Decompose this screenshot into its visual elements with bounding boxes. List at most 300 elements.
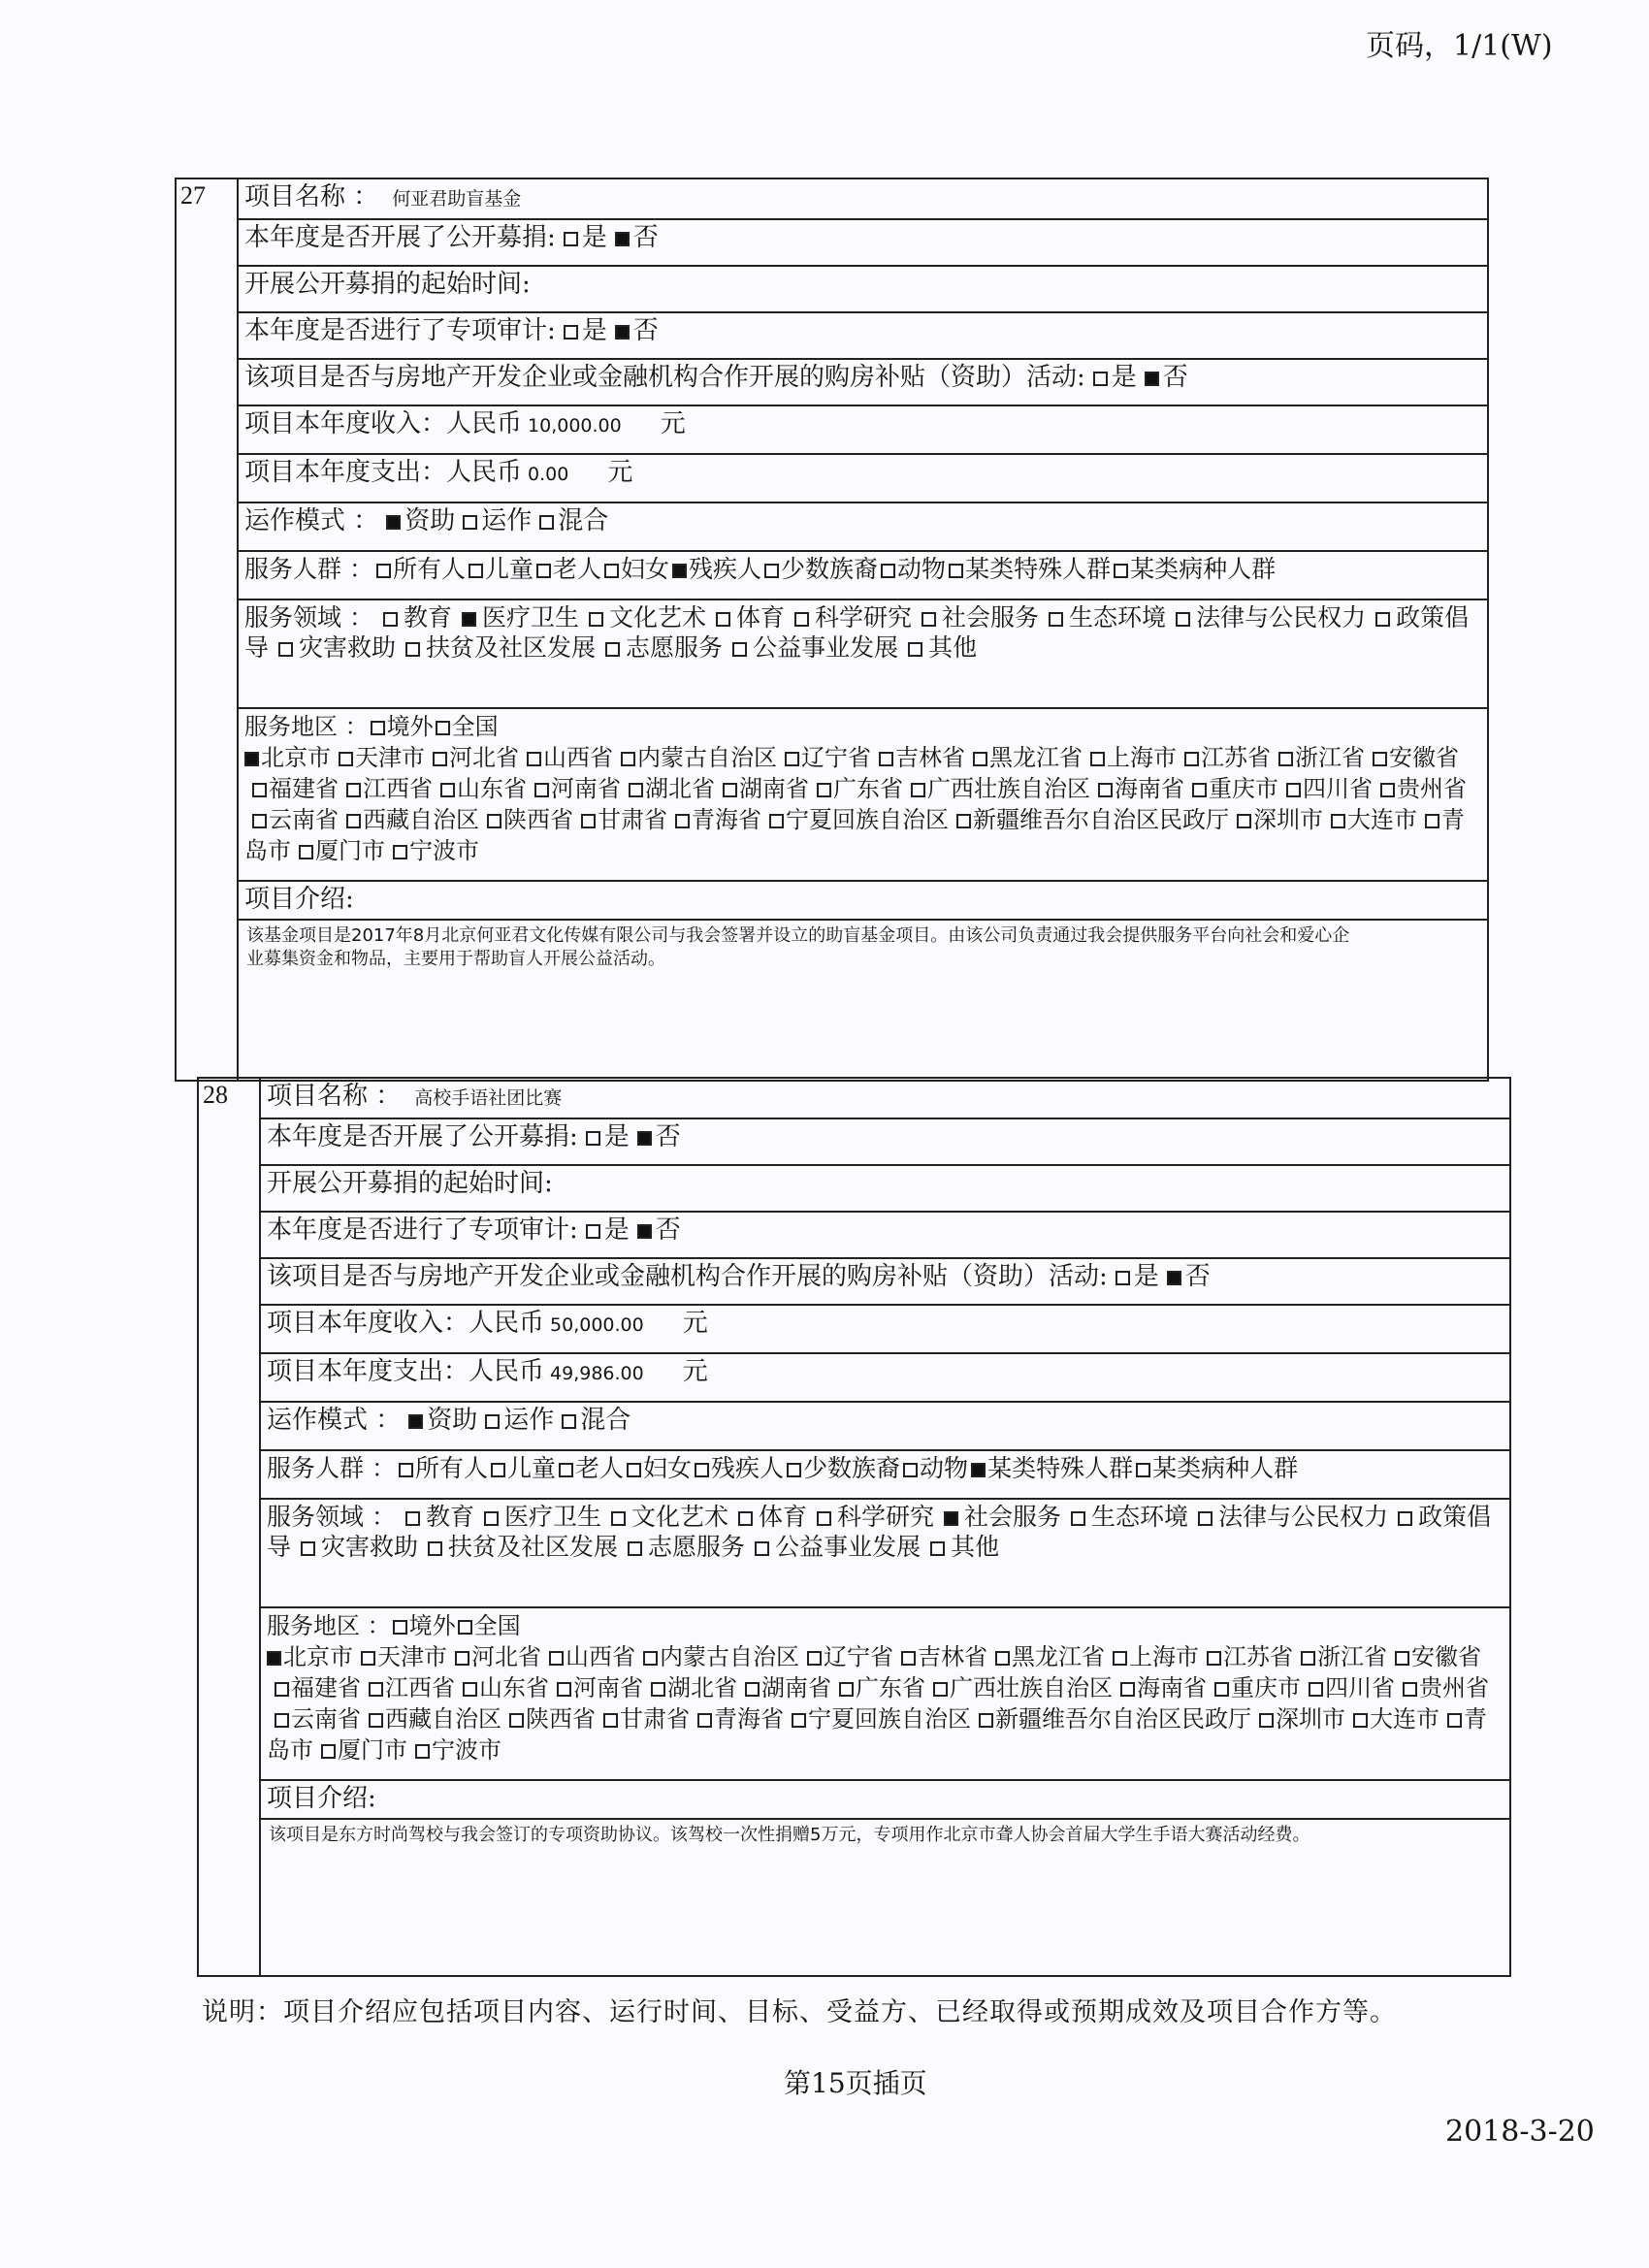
- service-region-scope-option: 全国: [451, 713, 499, 740]
- service-region-checkbox[interactable]: [697, 1713, 712, 1728]
- service-field-checkbox[interactable]: [794, 612, 809, 627]
- service-region-checkbox[interactable]: [1098, 783, 1113, 797]
- yes-checkbox[interactable]: [586, 1131, 600, 1146]
- start-time-label: 开展公开募捐的起始时间:: [267, 1169, 553, 1198]
- service-region-checkbox[interactable]: [1113, 1651, 1127, 1666]
- service-region-option: 湖北省: [667, 1674, 737, 1701]
- row-number-column: [199, 1079, 261, 1975]
- service-region-checkbox[interactable]: [557, 1682, 571, 1697]
- special-audit-label: 本年度是否进行了专项审计:: [267, 1215, 578, 1245]
- service-regions-row: [261, 1608, 1509, 1781]
- service-region-checkbox[interactable]: [1286, 783, 1301, 797]
- public-fundraising-label: 本年度是否开展了公开募捐:: [267, 1122, 578, 1151]
- no-option-label: 否: [1162, 363, 1188, 392]
- service-region-option: 重庆市: [1209, 775, 1278, 802]
- intro-text-row: 该项目是东方时尚驾校与我会签订的专项资助协议。该驾校一次性捐赠5万元，专项用作北京市聋人协会首届大学生手语大赛活动经费。: [269, 1825, 1310, 1845]
- service-field-option: 其他: [928, 633, 978, 662]
- service-field-checkbox[interactable]: [589, 612, 603, 627]
- service-region-checkbox[interactable]: [1380, 783, 1395, 797]
- service-fields-row: [261, 1500, 1509, 1608]
- service-region-checkbox[interactable]: [643, 1651, 658, 1666]
- service-field-option: 公益事业发展: [775, 1533, 922, 1561]
- service-region-scope-option: 全国: [473, 1612, 521, 1639]
- service-region-checkbox[interactable]: [455, 1651, 469, 1666]
- yes-checkbox[interactable]: [564, 325, 578, 340]
- service-region-option: 河北省: [449, 744, 519, 771]
- service-region-checkbox[interactable]: [1120, 1682, 1135, 1697]
- no-option-label: 否: [1184, 1262, 1211, 1291]
- service-region-checkbox[interactable]: [817, 783, 831, 797]
- yes-option-label: 是: [1133, 1262, 1159, 1291]
- service-field-option: 志愿服务: [648, 1533, 746, 1561]
- service-field-checkbox[interactable]: [405, 1511, 420, 1526]
- service-region-option: 天津市: [355, 744, 425, 771]
- special-audit-row: [239, 313, 1487, 360]
- operation-mode-checkbox[interactable]: [386, 515, 401, 530]
- service-region-option: 江西省: [363, 775, 433, 802]
- form-note: 说明：项目介绍应包括项目内容、运行时间、目标、受益方、已经取得或预期成效及项目合作方等。: [202, 1997, 1397, 2027]
- service-field-checkbox[interactable]: [1049, 612, 1063, 627]
- special-audit-row: [261, 1213, 1509, 1259]
- service-region-option: 云南省: [291, 1705, 361, 1733]
- service-region-option: 浙江省: [1295, 744, 1365, 771]
- service-region-checkbox[interactable]: [621, 752, 635, 766]
- service-region-checkbox[interactable]: [1214, 1682, 1229, 1697]
- service-region-option: 西藏自治区: [363, 806, 479, 833]
- service-region-option: 福建省: [291, 1674, 361, 1701]
- operation-mode-option: 混合: [580, 1406, 631, 1435]
- service-region-checkbox[interactable]: [244, 752, 259, 766]
- service-region-checkbox[interactable]: [1301, 1651, 1315, 1666]
- project-number: 27: [180, 181, 206, 210]
- service-region-scope-option: 境外: [408, 1612, 456, 1639]
- service-region-checkbox[interactable]: [534, 783, 549, 797]
- service-region-checkbox[interactable]: [436, 721, 450, 735]
- service-region-option: 四川省: [1325, 1674, 1395, 1701]
- service-region-option: 北京市: [283, 1643, 353, 1670]
- service-group-option: 所有人: [392, 555, 466, 583]
- service-region-checkbox[interactable]: [267, 1651, 281, 1666]
- service-region-checkbox[interactable]: [1192, 783, 1207, 797]
- service-region-checkbox[interactable]: [839, 1682, 854, 1697]
- service-region-option: 青海省: [714, 1705, 784, 1733]
- yuan-unit: 元: [607, 458, 633, 487]
- operation-mode-checkbox[interactable]: [408, 1414, 423, 1429]
- service-region-option: 江西省: [385, 1674, 455, 1701]
- service-region-option: 甘肃省: [620, 1705, 690, 1733]
- service-region-option: 宁夏回族自治区: [808, 1705, 971, 1733]
- service-region-option: 甘肃省: [598, 806, 667, 833]
- service-region-checkbox[interactable]: [549, 1651, 564, 1666]
- yuan-unit: 元: [682, 1357, 708, 1386]
- project-name-row: [239, 179, 1487, 220]
- service-group-checkbox[interactable]: [787, 1463, 801, 1477]
- operation-mode-checkbox[interactable]: [562, 1414, 576, 1429]
- operation-mode-checkbox[interactable]: [463, 515, 477, 530]
- expense-value: 49,986.00: [550, 1363, 644, 1384]
- service-field-checkbox[interactable]: [1198, 1511, 1212, 1526]
- no-checkbox[interactable]: [615, 232, 630, 246]
- operation-mode-option: 混合: [558, 506, 609, 535]
- service-region-scope-option: 境外: [386, 713, 434, 740]
- service-field-checkbox[interactable]: [944, 1511, 958, 1526]
- service-region-option: 广东省: [833, 775, 903, 802]
- service-group-checkbox[interactable]: [971, 1463, 986, 1477]
- service-region-checkbox[interactable]: [769, 814, 784, 828]
- service-field-checkbox[interactable]: [930, 1541, 945, 1556]
- project-number: 28: [203, 1081, 228, 1109]
- service-field-checkbox[interactable]: [908, 642, 922, 657]
- operation-mode-option: 运作: [481, 506, 533, 535]
- operation-mode-row: [239, 503, 1487, 552]
- service-field-option: 灾害救助: [321, 1533, 419, 1561]
- service-group-option: 残疾人: [689, 555, 762, 583]
- yuan-unit: 元: [682, 1309, 708, 1338]
- service-region-option: 青岛市: [244, 806, 1465, 864]
- service-region-checkbox[interactable]: [415, 1744, 430, 1759]
- service-region-checkbox[interactable]: [1395, 1651, 1409, 1666]
- service-region-checkbox[interactable]: [509, 1713, 524, 1728]
- service-region-option: 山东省: [457, 775, 527, 802]
- housing-subsidy-row: [261, 1259, 1509, 1306]
- service-field-checkbox[interactable]: [1375, 612, 1390, 627]
- no-checkbox[interactable]: [637, 1131, 652, 1146]
- service-region-checkbox[interactable]: [1425, 814, 1439, 828]
- service-region-option: 黑龙江省: [1012, 1643, 1105, 1670]
- service-region-checkbox[interactable]: [807, 1651, 822, 1666]
- no-option-label: 否: [632, 316, 659, 345]
- service-group-checkbox[interactable]: [881, 564, 895, 578]
- service-fields-row: [239, 600, 1487, 709]
- service-region-option: 大连市: [1370, 1705, 1439, 1733]
- service-region-checkbox[interactable]: [723, 783, 737, 797]
- start-time-label: 开展公开募捐的起始时间:: [244, 270, 531, 299]
- service-region-checkbox[interactable]: [321, 1744, 336, 1759]
- public-fundraising-row: [261, 1119, 1509, 1166]
- service-region-checkbox[interactable]: [369, 1713, 383, 1728]
- service-region-option: 山西省: [543, 744, 613, 771]
- service-field-checkbox[interactable]: [716, 612, 730, 627]
- service-region-checkbox[interactable]: [1403, 1682, 1417, 1697]
- service-field-checkbox[interactable]: [1071, 1511, 1085, 1526]
- service-region-option: 湖南省: [739, 775, 809, 802]
- service-group-option: 某类病种人群: [1152, 1454, 1299, 1482]
- service-region-checkbox[interactable]: [675, 814, 690, 828]
- project-name-label: 项目名称 ：: [267, 1082, 402, 1111]
- service-field-option: 医疗卫生: [481, 603, 579, 632]
- service-region-checkbox[interactable]: [785, 752, 799, 766]
- service-field-option: 灾害救助: [299, 633, 397, 662]
- yes-option-label: 是: [603, 1122, 630, 1151]
- service-field-option: 文化艺术: [608, 603, 706, 632]
- expense-row: [239, 455, 1487, 503]
- footer-date: 2018-3-20: [1445, 2115, 1595, 2149]
- service-group-checkbox[interactable]: [764, 564, 779, 578]
- service-field-checkbox[interactable]: [405, 642, 420, 657]
- service-field-checkbox[interactable]: [383, 612, 398, 627]
- service-region-option: 安徽省: [1411, 1643, 1481, 1670]
- service-region-option: 宁夏回族自治区: [786, 806, 949, 833]
- service-regions-row: [239, 709, 1487, 882]
- service-region-option: 青海省: [692, 806, 761, 833]
- service-group-checkbox[interactable]: [536, 564, 551, 578]
- housing-subsidy-label: 该项目是否与房地产开发企业或金融机构合作开展的购房补贴（资助）活动:: [267, 1262, 1108, 1291]
- service-group-option: 动物: [897, 555, 947, 583]
- service-region-option: 浙江省: [1317, 1643, 1387, 1670]
- service-group-option: 儿童: [506, 1454, 556, 1482]
- service-region-option: 上海市: [1129, 1643, 1199, 1670]
- service-region-checkbox[interactable]: [629, 783, 643, 797]
- service-region-checkbox[interactable]: [393, 845, 407, 859]
- service-region-option: 福建省: [269, 775, 339, 802]
- special-audit-label: 本年度是否进行了专项审计:: [244, 316, 556, 345]
- service-region-option: 重庆市: [1231, 1674, 1301, 1701]
- service-field-checkbox[interactable]: [1176, 612, 1190, 627]
- operation-mode-label: 运作模式 ：: [267, 1406, 402, 1435]
- service-region-checkbox[interactable]: [299, 845, 313, 859]
- service-field-option: 政策倡导: [267, 1503, 1492, 1561]
- operation-mode-option: 资助: [404, 506, 456, 535]
- no-option-label: 否: [655, 1122, 681, 1151]
- service-region-checkbox[interactable]: [1331, 814, 1345, 828]
- service-region-option: 北京市: [261, 744, 331, 771]
- service-region-option: 贵州省: [1419, 1674, 1489, 1701]
- service-region-option: 辽宁省: [801, 744, 871, 771]
- service-region-checkbox[interactable]: [440, 783, 455, 797]
- service-region-checkbox[interactable]: [651, 1682, 665, 1697]
- service-region-option: 西藏自治区: [385, 1705, 501, 1733]
- service-region-option: 广东省: [856, 1674, 925, 1701]
- income-label: 项目本年度收入：人民币: [267, 1309, 545, 1338]
- service-group-option: 残疾人: [711, 1454, 785, 1482]
- service-group-checkbox[interactable]: [399, 1463, 413, 1477]
- service-region-checkbox[interactable]: [369, 1682, 383, 1697]
- service-region-checkbox[interactable]: [995, 1651, 1010, 1666]
- service-groups-row: [239, 552, 1487, 600]
- housing-subsidy-label: 该项目是否与房地产开发企业或金融机构合作开展的购房补贴（资助）活动:: [244, 363, 1085, 392]
- service-region-checkbox[interactable]: [979, 1713, 993, 1728]
- service-field-option: 社会服务: [964, 1503, 1062, 1531]
- service-region-checkbox[interactable]: [1207, 1651, 1221, 1666]
- service-region-option: 新疆维吾尔自治区民政厅: [995, 1705, 1251, 1733]
- service-fields-label: 服务领域 ：: [244, 603, 373, 632]
- service-region-checkbox[interactable]: [745, 1682, 760, 1697]
- service-region-checkbox[interactable]: [1090, 752, 1105, 766]
- expense-label: 项目本年度支出：人民币: [267, 1357, 545, 1386]
- service-region-option: 天津市: [377, 1643, 447, 1670]
- service-fields-label: 服务领域 ：: [267, 1503, 396, 1531]
- service-field-checkbox[interactable]: [738, 1511, 753, 1526]
- service-region-checkbox[interactable]: [879, 752, 893, 766]
- service-group-checkbox[interactable]: [376, 564, 391, 578]
- service-group-option: 儿童: [484, 555, 534, 583]
- service-region-checkbox[interactable]: [275, 1713, 289, 1728]
- project-name-label: 项目名称 ：: [244, 182, 379, 211]
- service-group-checkbox[interactable]: [469, 564, 483, 578]
- service-region-checkbox[interactable]: [1447, 1713, 1462, 1728]
- service-field-option: 扶贫及社区发展: [448, 1533, 619, 1561]
- service-group-option: 某类特殊人群: [965, 555, 1112, 583]
- service-region-option: 河北省: [471, 1643, 541, 1670]
- service-region-checkbox[interactable]: [1373, 752, 1387, 766]
- service-region-checkbox[interactable]: [487, 814, 501, 828]
- service-field-option: 法律与公民权力: [1196, 603, 1367, 632]
- service-region-option: 上海市: [1107, 744, 1177, 771]
- service-field-option: 体育: [736, 603, 786, 632]
- service-field-checkbox[interactable]: [605, 642, 620, 657]
- income-value: 50,000.00: [550, 1314, 644, 1336]
- no-checkbox[interactable]: [637, 1224, 652, 1239]
- service-region-checkbox[interactable]: [1353, 1713, 1368, 1728]
- service-region-checkbox[interactable]: [933, 1682, 948, 1697]
- yes-checkbox[interactable]: [1093, 372, 1108, 386]
- service-region-option: 广西壮族自治区: [950, 1674, 1113, 1701]
- no-checkbox[interactable]: [1145, 372, 1159, 386]
- service-field-checkbox[interactable]: [1398, 1511, 1412, 1526]
- service-region-checkbox[interactable]: [1237, 814, 1251, 828]
- service-field-checkbox[interactable]: [462, 612, 476, 627]
- service-field-checkbox[interactable]: [484, 1511, 499, 1526]
- service-region-option: 大连市: [1347, 806, 1417, 833]
- service-field-option: 文化艺术: [630, 1503, 728, 1531]
- service-region-checkbox[interactable]: [346, 783, 361, 797]
- service-field-option: 政策倡导: [244, 603, 1470, 662]
- service-region-option: 厦门市: [338, 1736, 407, 1764]
- yes-checkbox[interactable]: [586, 1224, 600, 1239]
- yes-checkbox[interactable]: [564, 232, 578, 246]
- no-checkbox[interactable]: [615, 325, 630, 340]
- service-region-checkbox[interactable]: [463, 1682, 477, 1697]
- service-region-checkbox[interactable]: [1309, 1682, 1323, 1697]
- service-region-option: 山西省: [566, 1643, 635, 1670]
- service-field-checkbox[interactable]: [278, 642, 293, 657]
- housing-subsidy-row: [239, 360, 1487, 406]
- project-name-value: 何亚君助盲基金: [392, 188, 522, 210]
- service-region-checkbox[interactable]: [361, 1651, 375, 1666]
- row-number-column: [177, 179, 239, 1080]
- service-group-checkbox[interactable]: [1136, 1463, 1150, 1477]
- service-region-checkbox[interactable]: [252, 814, 267, 828]
- service-field-checkbox[interactable]: [732, 642, 747, 657]
- service-field-checkbox[interactable]: [628, 1541, 642, 1556]
- service-group-checkbox[interactable]: [627, 1463, 641, 1477]
- service-region-checkbox[interactable]: [911, 783, 925, 797]
- service-region-checkbox[interactable]: [1184, 752, 1199, 766]
- service-region-checkbox[interactable]: [275, 1682, 289, 1697]
- yes-option-label: 是: [1111, 363, 1137, 392]
- service-region-option: 陕西省: [503, 806, 573, 833]
- no-checkbox[interactable]: [1167, 1271, 1181, 1285]
- service-region-checkbox[interactable]: [1278, 752, 1293, 766]
- service-region-checkbox[interactable]: [901, 1651, 916, 1666]
- service-region-checkbox[interactable]: [433, 752, 447, 766]
- service-field-option: 法律与公民权力: [1218, 1503, 1389, 1531]
- service-field-option: 社会服务: [942, 603, 1040, 632]
- service-groups-row: [261, 1451, 1509, 1500]
- service-field-option: 扶贫及社区发展: [426, 633, 597, 662]
- service-region-option: 深圳市: [1253, 806, 1323, 833]
- yes-option-label: 是: [581, 223, 607, 252]
- yes-checkbox[interactable]: [1116, 1271, 1130, 1285]
- service-region-checkbox[interactable]: [371, 721, 385, 735]
- service-region-checkbox[interactable]: [339, 752, 353, 766]
- service-field-checkbox[interactable]: [611, 1511, 626, 1526]
- service-region-checkbox[interactable]: [252, 783, 267, 797]
- service-region-checkbox[interactable]: [973, 752, 987, 766]
- service-region-option: 黑龙江省: [989, 744, 1083, 771]
- service-region-option: 山东省: [479, 1674, 549, 1701]
- service-field-checkbox[interactable]: [817, 1511, 831, 1526]
- service-field-option: 教育: [425, 1503, 474, 1531]
- service-group-checkbox[interactable]: [1114, 564, 1128, 578]
- service-group-checkbox[interactable]: [672, 564, 687, 578]
- service-region-option: 吉林省: [918, 1643, 987, 1670]
- service-group-option: 某类特殊人群: [987, 1454, 1134, 1482]
- service-region-checkbox[interactable]: [527, 752, 541, 766]
- service-region-option: 陕西省: [526, 1705, 596, 1733]
- project-name-value: 高校手语社团比赛: [414, 1087, 563, 1109]
- service-group-checkbox[interactable]: [695, 1463, 709, 1477]
- service-region-option: 海南省: [1115, 775, 1184, 802]
- intro-label: 项目介绍:: [267, 1784, 376, 1813]
- no-option-label: 否: [655, 1215, 681, 1245]
- service-field-checkbox[interactable]: [428, 1541, 442, 1556]
- no-option-label: 否: [632, 223, 659, 252]
- service-group-checkbox[interactable]: [491, 1463, 505, 1477]
- service-region-option: 新疆维吾尔自治区民政厅: [973, 806, 1229, 833]
- operation-mode-checkbox[interactable]: [539, 515, 554, 530]
- service-region-checkbox[interactable]: [393, 1620, 407, 1635]
- service-region-option: 江苏省: [1201, 744, 1271, 771]
- service-group-checkbox[interactable]: [903, 1463, 918, 1477]
- income-row: [261, 1306, 1509, 1354]
- service-group-option: 少数族裔: [803, 1454, 901, 1482]
- service-region-checkbox[interactable]: [792, 1713, 806, 1728]
- service-group-checkbox[interactable]: [604, 564, 619, 578]
- service-region-checkbox[interactable]: [458, 1620, 472, 1635]
- service-field-checkbox[interactable]: [922, 612, 936, 627]
- service-region-option: 青岛市: [267, 1705, 1487, 1764]
- service-region-option: 吉林省: [895, 744, 965, 771]
- service-group-checkbox[interactable]: [949, 564, 963, 578]
- service-group-checkbox[interactable]: [559, 1463, 573, 1477]
- service-group-option: 动物: [920, 1454, 969, 1482]
- service-field-option: 教育: [403, 603, 452, 632]
- service-field-checkbox[interactable]: [755, 1541, 769, 1556]
- operation-mode-option: 资助: [427, 1406, 478, 1435]
- page-number: 页码，1/1(W): [1366, 29, 1553, 63]
- service-region-option: 四川省: [1303, 775, 1373, 802]
- public-fundraising-label: 本年度是否开展了公开募捐:: [244, 223, 556, 252]
- operation-mode-checkbox[interactable]: [485, 1414, 500, 1429]
- service-field-checkbox[interactable]: [301, 1541, 315, 1556]
- fundraising-start-time-row: [239, 267, 1487, 313]
- expense-value: 0.00: [528, 464, 569, 485]
- service-region-checkbox[interactable]: [956, 814, 971, 828]
- service-region-checkbox[interactable]: [1259, 1713, 1274, 1728]
- project-record-28: [197, 1077, 1511, 1977]
- operation-mode-row: [261, 1403, 1509, 1451]
- service-region-option: 湖南省: [761, 1674, 831, 1701]
- service-region-option: 内蒙古自治区: [637, 744, 777, 771]
- service-region-option: 海南省: [1137, 1674, 1207, 1701]
- service-region-checkbox[interactable]: [581, 814, 596, 828]
- service-region-checkbox[interactable]: [603, 1713, 618, 1728]
- service-group-option: 少数族裔: [781, 555, 879, 583]
- intro-label-row: [239, 882, 1487, 921]
- service-field-option: 公益事业发展: [753, 633, 899, 662]
- service-region-checkbox[interactable]: [346, 814, 361, 828]
